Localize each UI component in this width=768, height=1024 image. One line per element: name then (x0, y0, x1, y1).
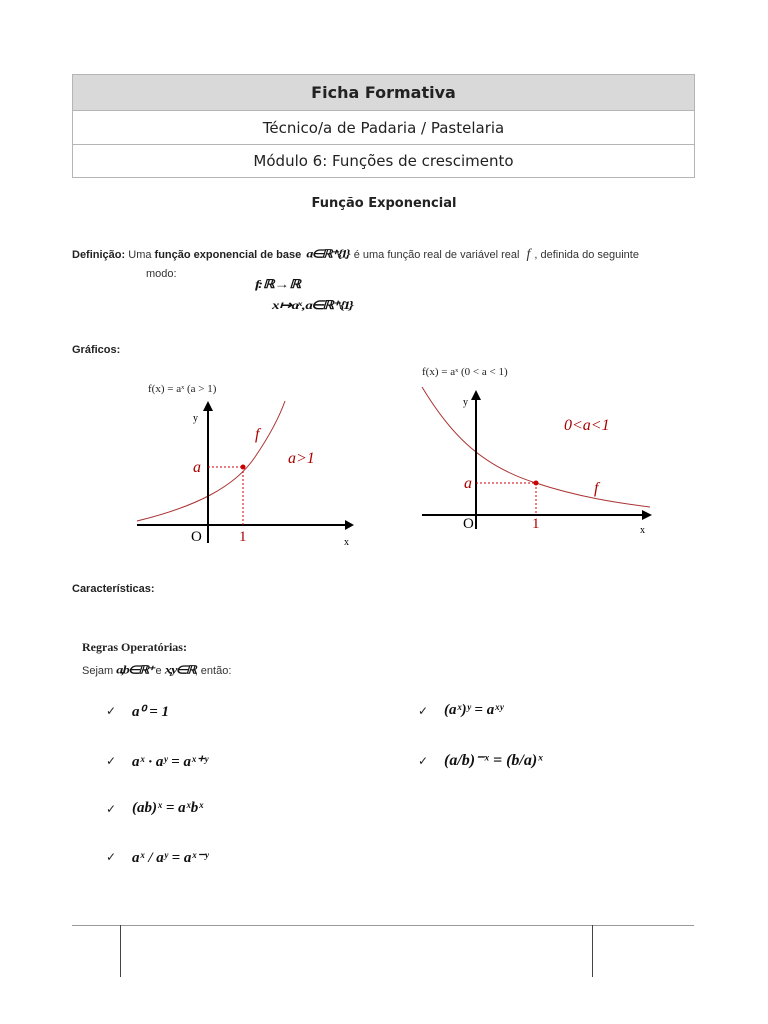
section-title: Função Exponencial (311, 196, 457, 211)
f-symbol: f (526, 247, 531, 262)
rules-intro (82, 662, 231, 679)
graph2-x-label: x (640, 525, 645, 536)
graph1-plot (135, 395, 360, 550)
definition-bold: função exponencial de base (154, 249, 302, 261)
definition-mid: é uma função real de variável real (353, 249, 520, 261)
graph1-origin: O (191, 529, 202, 545)
rule-6: aˣ / aʸ = aˣ⁻ʸ (132, 850, 209, 866)
footer-divider-right (592, 925, 593, 977)
graph1-curve (137, 401, 285, 521)
header-title: Ficha Formativa (73, 75, 694, 110)
footer-rule (72, 925, 694, 926)
graph1-x-label: x (344, 537, 349, 548)
graph1-f-label: f (255, 426, 260, 443)
graph1-point (241, 465, 246, 470)
graph2-point (534, 481, 539, 486)
header-course: Técnico/a de Padaria / Pastelaria (73, 110, 694, 144)
graph2-caption: f(x) = aˣ (0 < a < 1) (422, 366, 508, 378)
footer-divider-left (120, 925, 121, 977)
cond1: a,b∈ℝ⁺ (116, 664, 153, 677)
graphs-label: Gráficos: (72, 344, 121, 356)
graph2-plot (418, 385, 658, 540)
header-module: Módulo 6: Funções de crescimento (73, 144, 694, 177)
characteristics-label: Características: (72, 583, 155, 595)
graph1-caption: f(x) = aˣ (a > 1) (148, 383, 217, 395)
rule-1: a⁰ = 1 (132, 704, 170, 720)
entao-text: , então: (194, 665, 232, 677)
rule-3: aˣ · aʸ = aˣ⁺ʸ (132, 754, 209, 770)
e-text: e (155, 665, 162, 677)
graph1-x-arrow (345, 520, 354, 530)
check-icon: ✓ (106, 802, 117, 816)
base-formula: a∈ℝ⁺\{1} (306, 248, 349, 261)
graph1-region: a>1 (288, 450, 315, 467)
sejam-text: Sejam (82, 665, 114, 677)
rule-4: (a/b)⁻ˣ = (b/a)ˣ (444, 752, 543, 769)
check-icon: ✓ (418, 754, 429, 768)
rule-2: (aˣ)ʸ = aˣʸ (444, 702, 504, 718)
check-icon: ✓ (106, 704, 117, 718)
definition-end: , definida do seguinte (534, 249, 639, 261)
graph1-one: 1 (239, 529, 247, 545)
graph2-region: 0<a<1 (564, 417, 610, 434)
graph2-one: 1 (532, 516, 540, 532)
definition-line2: modo: (146, 268, 177, 280)
formula-mapping: x ↦ aˣ , a∈ℝ⁺\{1} (272, 299, 352, 313)
check-icon: ✓ (106, 850, 117, 864)
formula-domain: f: ℝ → ℝ (255, 278, 299, 292)
graph2-a-label: a (464, 475, 472, 492)
definition-pre: Uma (128, 249, 152, 261)
rule-5: (ab)ˣ = aˣbˣ (132, 800, 204, 816)
graph1-y-label: y (193, 413, 198, 424)
header-table (72, 74, 695, 178)
graph2-origin: O (463, 516, 474, 532)
check-icon: ✓ (418, 704, 429, 718)
check-icon: ✓ (106, 754, 117, 768)
graph1-a-label: a (193, 459, 201, 476)
definition-line (72, 246, 639, 263)
graph1-y-arrow (203, 401, 213, 411)
graph2-x-arrow (642, 510, 652, 520)
rules-title: Regras Operatórias: (82, 640, 187, 654)
graph2-y-arrow (471, 390, 481, 400)
definition-label: Definição: (72, 249, 126, 261)
cond2: x,y∈ℝ (164, 664, 195, 677)
graph2-y-label: y (463, 397, 468, 408)
graph2-f-label: f (594, 480, 599, 497)
